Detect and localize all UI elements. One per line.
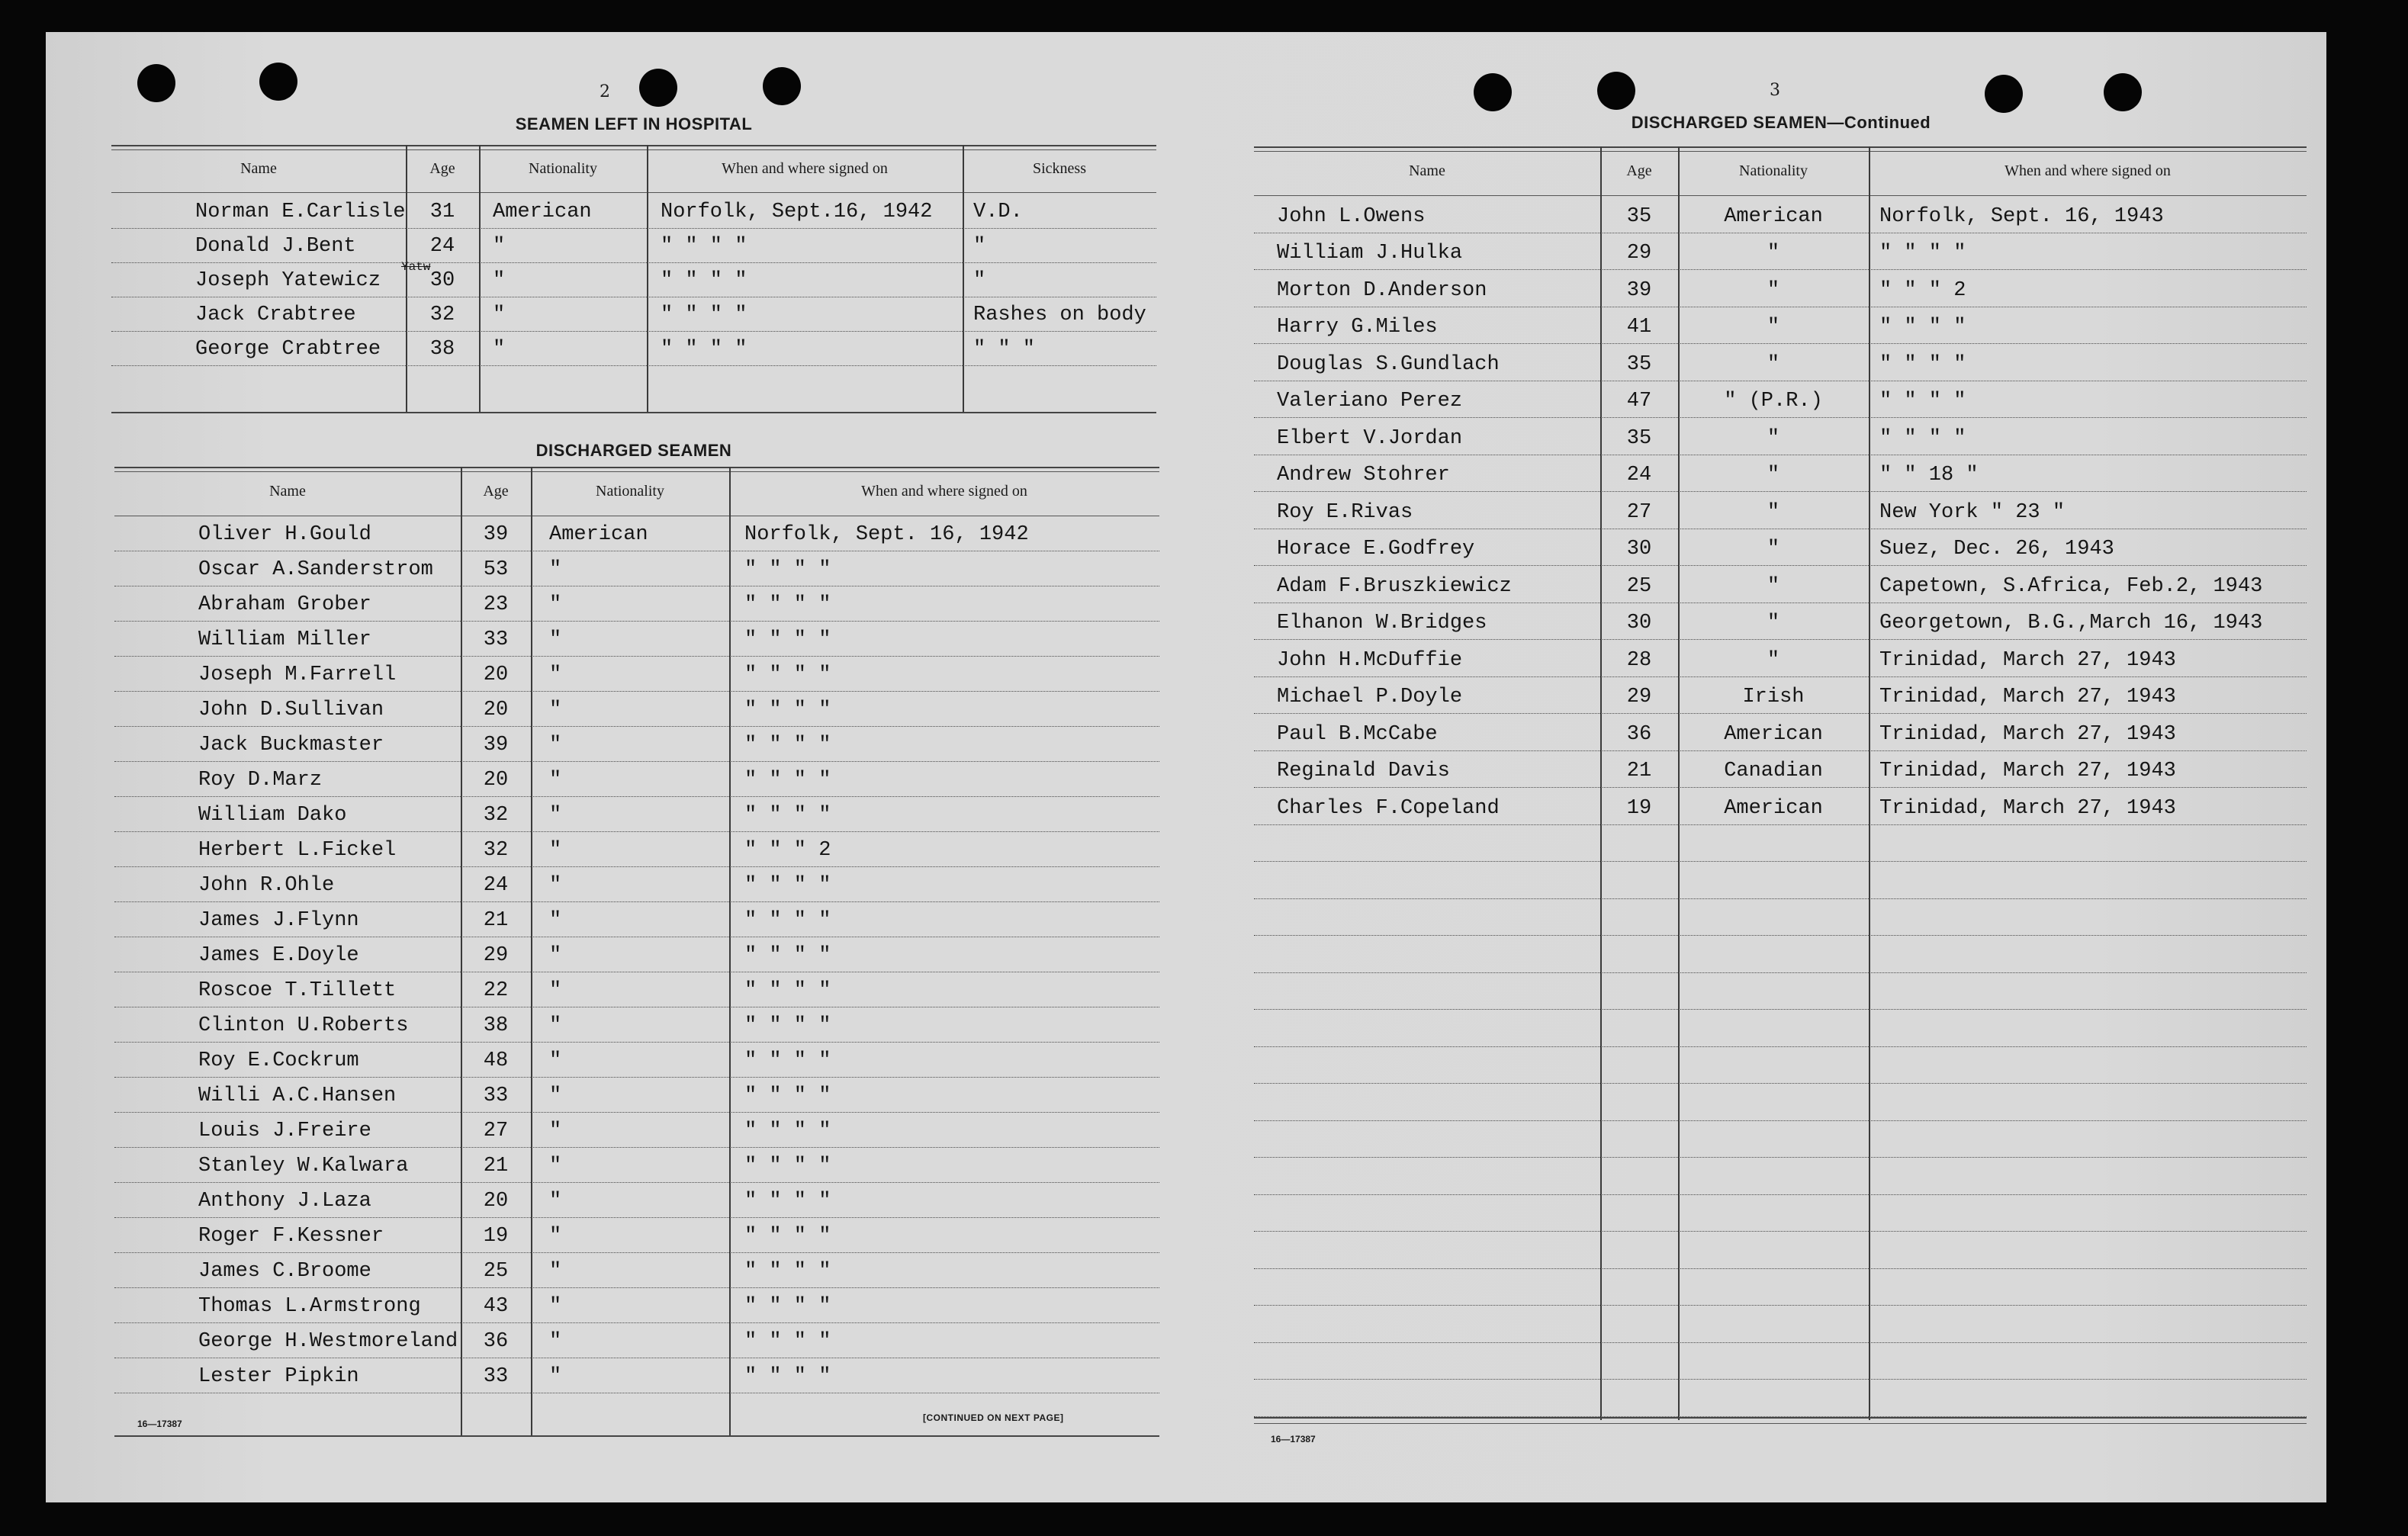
signed-on: Norfolk, Sept. 16, 1943 (1879, 204, 2164, 228)
struck-text: Yatw (401, 260, 431, 274)
table-row (111, 228, 1156, 263)
seaman-age: 39 (1626, 278, 1652, 302)
sickness: " (973, 269, 986, 292)
table-row (1254, 381, 2307, 419)
discharged-section-title: DISCHARGED SEAMEN (535, 441, 732, 460)
signed-on: Trinidad, March 27, 1943 (1879, 722, 2176, 746)
signed-on: " " " " (744, 699, 831, 721)
seaman-name: William Miller (198, 628, 371, 651)
seaman-age: 38 (483, 1014, 509, 1037)
table-row (114, 656, 1159, 692)
signed-on: Norfolk, Sept.16, 1942 (661, 201, 933, 223)
signed-on: " " " " (744, 664, 831, 686)
seaman-nationality: " (1767, 316, 1780, 339)
hospital-table (111, 145, 1156, 444)
seaman-age: 19 (483, 1225, 509, 1248)
signed-on: " " 18 " (1879, 464, 1979, 487)
seaman-age: 28 (1626, 648, 1652, 672)
seaman-nationality: " (549, 839, 562, 862)
seaman-age: 41 (1626, 316, 1652, 339)
table-row (114, 1358, 1159, 1393)
punch-hole (639, 69, 677, 107)
col-header-name: Name (240, 159, 277, 177)
seaman-name: William Dako (198, 804, 347, 827)
seaman-name: Paul B.McCabe (1277, 722, 1438, 746)
seaman-nationality: " (1767, 278, 1780, 302)
table-row (1254, 1379, 2307, 1417)
seaman-age: 27 (1626, 500, 1652, 524)
signed-on: " " " " (744, 1330, 831, 1353)
seaman-age: 21 (483, 1155, 509, 1178)
punch-hole (763, 67, 801, 105)
seaman-nationality: " (549, 664, 562, 686)
seaman-age: 30 (1626, 538, 1652, 561)
seaman-age: 33 (483, 1085, 509, 1107)
signed-on: " " " " (1879, 352, 1966, 376)
col-header-signed-on: When and where signed on (2005, 162, 2171, 179)
table-row (114, 796, 1159, 832)
table-row (1254, 824, 2307, 863)
table-row (111, 262, 1156, 297)
col-header-age: Age (1626, 162, 1652, 179)
seaman-age: 29 (1626, 686, 1652, 709)
seaman-name: James C.Broome (198, 1260, 371, 1283)
page-number-left: 2 (600, 82, 610, 101)
seaman-name: Roy E.Cockrum (198, 1049, 359, 1072)
seaman-nationality: " (549, 1260, 562, 1283)
seaman-name: Valeriano Perez (1277, 390, 1463, 413)
signed-on: " " " " (1879, 242, 1966, 265)
seaman-nationality: " (549, 1049, 562, 1072)
seaman-name: Thomas L.Armstrong (198, 1295, 421, 1318)
signed-on: New York " 23 " (1879, 500, 2066, 524)
sickness: " (973, 235, 986, 258)
seaman-name: Charles F.Copeland (1277, 796, 1500, 820)
seaman-name: Jack Buckmaster (198, 734, 384, 757)
seaman-name: Willi A.C.Hansen (198, 1085, 397, 1107)
seaman-nationality: " (1767, 352, 1780, 376)
signed-on: Capetown, S.Africa, Feb.2, 1943 (1879, 574, 2263, 598)
seaman-name: Morton D.Anderson (1277, 278, 1487, 302)
signed-on: Trinidad, March 27, 1943 (1879, 760, 2176, 782)
seaman-nationality: " (549, 979, 562, 1002)
table-row (1254, 1009, 2307, 1047)
form-number-right: 16—17387 (1271, 1434, 1316, 1444)
seaman-name: Oscar A.Sanderstrom (198, 558, 433, 581)
signed-on: " " " " (744, 1190, 831, 1213)
table-row (114, 1112, 1159, 1148)
seaman-age: 35 (1626, 426, 1652, 450)
seaman-nationality: " (549, 1155, 562, 1178)
seaman-age: 31 (429, 201, 455, 223)
seaman-nationality: " (549, 1330, 562, 1353)
seaman-nationality: " (1767, 426, 1780, 450)
table-row (1254, 1083, 2307, 1121)
col-header-age: Age (429, 159, 455, 177)
signed-on: " " " " (744, 1014, 831, 1037)
table-row (1254, 1268, 2307, 1306)
seaman-age: 32 (483, 839, 509, 862)
punch-hole (1474, 73, 1512, 111)
seaman-nationality: Canadian (1724, 760, 1823, 782)
seaman-age: 35 (1626, 204, 1652, 228)
seaman-age: 36 (483, 1330, 509, 1353)
seaman-age: 24 (1626, 464, 1652, 487)
seaman-nationality: " (493, 304, 506, 326)
signed-on: " " " " (744, 558, 831, 581)
table-row (1254, 565, 2307, 603)
seaman-age: 30 (429, 269, 455, 292)
sickness: Rashes on body (973, 304, 1146, 326)
seaman-name: Donald J.Bent (195, 235, 356, 258)
seaman-age: 33 (483, 628, 509, 651)
table-row (114, 901, 1159, 937)
table-row (1254, 307, 2307, 345)
table-row (1254, 972, 2307, 1011)
signed-on: " " " " (744, 804, 831, 827)
seaman-nationality: " (549, 874, 562, 897)
signed-on: " " " " (661, 269, 747, 292)
table-row (1254, 861, 2307, 899)
seaman-nationality: " (1767, 612, 1780, 635)
table-row (1254, 1342, 2307, 1380)
seaman-name: Oliver H.Gould (198, 523, 371, 546)
signed-on: " " " " (1879, 426, 1966, 450)
table-row (114, 586, 1159, 622)
col-header-age: Age (483, 482, 509, 500)
punch-hole (259, 63, 297, 101)
table-row (1254, 935, 2307, 973)
seaman-age: 30 (1626, 612, 1652, 635)
seaman-name: Douglas S.Gundlach (1277, 352, 1500, 376)
seaman-age: 22 (483, 979, 509, 1002)
punch-hole (137, 64, 175, 102)
table-row (1254, 1046, 2307, 1085)
seaman-name: John D.Sullivan (198, 699, 384, 721)
signed-on: " " " " (744, 874, 831, 897)
table-row (114, 551, 1159, 586)
seaman-nationality: " (549, 1120, 562, 1142)
col-header-name: Name (1409, 162, 1445, 179)
seaman-age: 29 (1626, 242, 1652, 265)
document-sheet (46, 32, 2326, 1502)
table-row (114, 726, 1159, 762)
signed-on: " " " " (661, 338, 747, 361)
seaman-name: Louis J.Freire (198, 1120, 371, 1142)
seaman-name: James E.Doyle (198, 944, 359, 967)
seaman-nationality: " (549, 909, 562, 932)
seaman-age: 20 (483, 769, 509, 792)
signed-on: " " " " (744, 1155, 831, 1178)
table-row (114, 1077, 1159, 1113)
discharged-table-left (114, 467, 1159, 1443)
signed-on: " " " " (1879, 316, 1966, 339)
seaman-name: Horace E.Godfrey (1277, 538, 1475, 561)
seaman-age: 32 (429, 304, 455, 326)
seaman-nationality: " (1767, 464, 1780, 487)
table-row (1254, 676, 2307, 715)
table-row (1254, 417, 2307, 455)
seaman-name: William J.Hulka (1277, 242, 1463, 265)
sickness: " " " (973, 338, 1036, 361)
seaman-age: 24 (483, 874, 509, 897)
seaman-name: Roscoe T.Tillett (198, 979, 397, 1002)
seaman-name: Harry G.Miles (1277, 316, 1438, 339)
sickness: V.D. (973, 201, 1023, 223)
punch-hole (1985, 75, 2023, 113)
signed-on: Trinidad, March 27, 1943 (1879, 796, 2176, 820)
seaman-name: Jack Crabtree (195, 304, 356, 326)
seaman-age: 48 (483, 1049, 509, 1072)
table-row (114, 1252, 1159, 1288)
signed-on: " " " " (661, 304, 747, 326)
seaman-nationality: American (493, 201, 592, 223)
signed-on: " " " " (744, 1049, 831, 1072)
seaman-age: 21 (483, 909, 509, 932)
table-row (1254, 1194, 2307, 1232)
table-row (1254, 233, 2307, 271)
punch-hole (1597, 72, 1635, 110)
seaman-nationality: " (1767, 538, 1780, 561)
seaman-name: Herbert L.Fickel (198, 839, 397, 862)
seaman-age: 27 (483, 1120, 509, 1142)
table-row (114, 937, 1159, 972)
seaman-age: 39 (483, 523, 509, 546)
seaman-nationality: " (549, 1085, 562, 1107)
seaman-age: 20 (483, 1190, 509, 1213)
seaman-nationality: " (549, 734, 562, 757)
seaman-name: Elbert V.Jordan (1277, 426, 1463, 450)
table-row (1254, 1231, 2307, 1269)
seaman-name: Stanley W.Kalwara (198, 1155, 409, 1178)
seaman-name: John L.Owens (1277, 204, 1426, 228)
table-row (1254, 269, 2307, 307)
signed-on: " " " " (744, 1225, 831, 1248)
discharged-continued-title: DISCHARGED SEAMEN—Continued (1631, 113, 1931, 132)
table-row (111, 194, 1156, 229)
table-row (1254, 898, 2307, 937)
seaman-nationality: " (549, 593, 562, 616)
signed-on: " " " " (744, 593, 831, 616)
seaman-nationality: " (1767, 648, 1780, 672)
table-row (114, 1217, 1159, 1253)
seaman-age: 39 (483, 734, 509, 757)
table-row (1254, 491, 2307, 529)
seaman-nationality: American (1724, 796, 1823, 820)
seaman-nationality: " (549, 699, 562, 721)
page-number-right: 3 (1770, 81, 1780, 100)
seaman-age: 33 (483, 1365, 509, 1388)
seaman-nationality: " (549, 1014, 562, 1037)
table-row (1254, 750, 2307, 789)
col-header-signed-on: When and where signed on (861, 482, 1027, 500)
seaman-age: 43 (483, 1295, 509, 1318)
col-header-sickness: Sickness (1033, 159, 1086, 177)
seaman-age: 24 (429, 235, 455, 258)
signed-on: " " " " (661, 235, 747, 258)
seaman-nationality: " (1767, 500, 1780, 524)
discharged-table-right (1254, 146, 2307, 1428)
col-header-nationality: Nationality (1739, 162, 1808, 179)
seaman-name: Clinton U.Roberts (198, 1014, 409, 1037)
signed-on: " " " " (744, 1260, 831, 1283)
col-header-name: Name (269, 482, 306, 500)
seaman-nationality: American (1724, 204, 1823, 228)
signed-on: Georgetown, B.G.,March 16, 1943 (1879, 612, 2263, 635)
seaman-age: 23 (483, 593, 509, 616)
table-row (1254, 343, 2307, 381)
seaman-age: 47 (1626, 390, 1652, 413)
seaman-name: Abraham Grober (198, 593, 371, 616)
signed-on: " " " " (744, 769, 831, 792)
col-header-nationality: Nationality (529, 159, 597, 177)
hospital-section-title: SEAMEN LEFT IN HOSPITAL (515, 114, 753, 133)
seaman-nationality: " (549, 628, 562, 651)
seaman-name: John R.Ohle (198, 874, 335, 897)
seaman-name: Adam F.Bruszkiewicz (1277, 574, 1512, 598)
seaman-nationality: American (1724, 722, 1823, 746)
table-row (1254, 1120, 2307, 1158)
seaman-age: 21 (1626, 760, 1652, 782)
signed-on: " " " 2 (744, 839, 831, 862)
table-row (114, 972, 1159, 1007)
signed-on: " " " " (744, 734, 831, 757)
seaman-name: John H.McDuffie (1277, 648, 1463, 672)
seaman-nationality: " (549, 804, 562, 827)
seaman-nationality: " (549, 558, 562, 581)
table-row (111, 331, 1156, 366)
seaman-age: 29 (483, 944, 509, 967)
seaman-nationality: " (549, 1225, 562, 1248)
table-row (114, 516, 1159, 551)
seaman-name: Reginald Davis (1277, 760, 1450, 782)
table-row (114, 866, 1159, 902)
seaman-name: Roy E.Rivas (1277, 500, 1413, 524)
table-row (1254, 787, 2307, 825)
seaman-nationality: " (493, 269, 506, 292)
seaman-nationality: " (549, 1365, 562, 1388)
signed-on: " " " " (744, 979, 831, 1002)
seaman-age: 19 (1626, 796, 1652, 820)
signed-on: " " " " (744, 628, 831, 651)
seaman-age: 35 (1626, 352, 1652, 376)
seaman-nationality: " (549, 1190, 562, 1213)
signed-on: Trinidad, March 27, 1943 (1879, 686, 2176, 709)
table-row (114, 691, 1159, 727)
table-row (114, 1007, 1159, 1043)
signed-on: " " " " (744, 1120, 831, 1142)
signed-on: " " " " (744, 909, 831, 932)
table-row (1254, 529, 2307, 567)
seaman-name: Joseph Yatewicz (195, 269, 381, 292)
table-row (114, 1042, 1159, 1078)
seaman-age: 53 (483, 558, 509, 581)
table-row (114, 1322, 1159, 1358)
signed-on: " " " " (744, 1295, 831, 1318)
table-row (114, 831, 1159, 867)
table-row (114, 1182, 1159, 1218)
seaman-age: 38 (429, 338, 455, 361)
seaman-name: Lester Pipkin (198, 1365, 359, 1388)
signed-on: " " " " (744, 944, 831, 967)
seaman-name: Andrew Stohrer (1277, 464, 1450, 487)
seaman-nationality: American (549, 523, 648, 546)
signed-on: " " " " (1879, 390, 1966, 413)
continued-note: [CONTINUED ON NEXT PAGE] (923, 1412, 1064, 1423)
seaman-nationality: " (493, 338, 506, 361)
signed-on: Trinidad, March 27, 1943 (1879, 648, 2176, 672)
seaman-name: Joseph M.Farrell (198, 664, 397, 686)
seaman-name: Norman E.Carlisle (195, 201, 406, 223)
signed-on: " " " " (744, 1365, 831, 1388)
signed-on: Suez, Dec. 26, 1943 (1879, 538, 2114, 561)
seaman-nationality: Irish (1742, 686, 1805, 709)
seaman-name: George Crabtree (195, 338, 381, 361)
seaman-age: 32 (483, 804, 509, 827)
table-row (1254, 195, 2307, 233)
seaman-nationality: " (549, 769, 562, 792)
seaman-age: 20 (483, 699, 509, 721)
punch-hole (2104, 73, 2142, 111)
table-row (114, 761, 1159, 797)
seaman-nationality: " (549, 1295, 562, 1318)
table-row (114, 1147, 1159, 1183)
table-row (111, 297, 1156, 332)
table-row (1254, 603, 2307, 641)
form-number-left: 16—17387 (137, 1419, 182, 1429)
seaman-name: George H.Westmoreland (198, 1330, 458, 1353)
col-header-nationality: Nationality (596, 482, 664, 500)
seaman-nationality: " (1767, 242, 1780, 265)
table-row (1254, 1305, 2307, 1343)
table-row (114, 621, 1159, 657)
seaman-name: Roger F.Kessner (198, 1225, 384, 1248)
signed-on: " " " 2 (1879, 278, 1966, 302)
table-row (1254, 455, 2307, 493)
seaman-name: Roy D.Marz (198, 769, 323, 792)
seaman-name: Anthony J.Laza (198, 1190, 371, 1213)
seaman-nationality: " (1767, 574, 1780, 598)
table-row (1254, 713, 2307, 751)
signed-on: Norfolk, Sept. 16, 1942 (744, 523, 1029, 546)
seaman-nationality: " (493, 235, 506, 258)
seaman-age: 36 (1626, 722, 1652, 746)
seaman-nationality: " (549, 944, 562, 967)
seaman-age: 25 (483, 1260, 509, 1283)
seaman-name: Michael P.Doyle (1277, 686, 1463, 709)
seaman-nationality: " (P.R.) (1724, 390, 1823, 413)
seaman-name: James J.Flynn (198, 909, 359, 932)
table-row (114, 1287, 1159, 1323)
seaman-name: Elhanon W.Bridges (1277, 612, 1487, 635)
seaman-age: 25 (1626, 574, 1652, 598)
col-header-signed-on: When and where signed on (722, 159, 888, 177)
seaman-age: 20 (483, 664, 509, 686)
signed-on: " " " " (744, 1085, 831, 1107)
table-row (1254, 1157, 2307, 1195)
table-row (1254, 639, 2307, 677)
